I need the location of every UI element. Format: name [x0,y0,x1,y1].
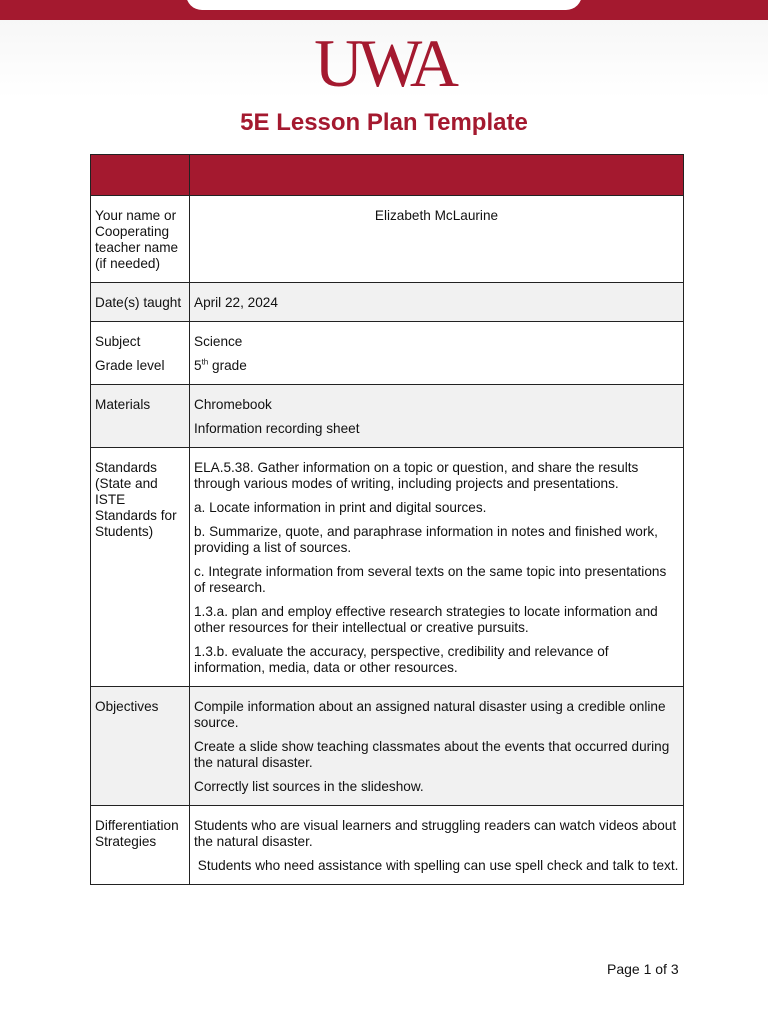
standards-item: a. Locate information in print and digital sources. [194,500,487,515]
uwa-logo: UWA [314,25,454,101]
row-standards [91,448,684,687]
label-standards: Standards (State and ISTE Standards for Students) [91,448,190,687]
value-differentiation [190,806,684,885]
value-name: Elizabeth McLaurine [190,196,684,283]
standards-item: c. Integrate information from several texts on the same topic into presentations of research. [194,564,667,595]
page-number: Page 1 of 3 [607,961,679,977]
value-subject: Science [194,334,243,349]
grade-number: 5 [194,358,202,373]
objectives-item: Create a slide show teaching classmates about the events that occurred during the natural disaster. [194,739,670,770]
label-objectives: Objectives [91,687,190,806]
materials-item: Information recording sheet [194,421,360,436]
value-standards [190,448,684,687]
standards-item: b. Summarize, quote, and paraphrase information in notes and finished work, providing a list of sources. [194,524,658,555]
objectives-item: Compile information about an assigned natural disaster using a credible online source. [194,699,666,730]
value-date: April 22, 2024 [190,283,684,322]
value-subject-grade [190,322,684,385]
header-cell-left [91,155,190,196]
objectives-item: Correctly list sources in the slideshow. [194,779,424,794]
value-grade [194,358,679,374]
label-materials: Materials [91,385,190,448]
label-subject-grade [91,322,190,385]
grade-word: grade [208,358,247,373]
page-title: 5E Lesson Plan Template [240,109,528,136]
differentiation-item: Students who are visual learners and struggling readers can watch videos about the natural disaster. [194,818,677,849]
table-header-row [91,155,684,196]
row-objectives [91,687,684,806]
label-subject: Subject [95,334,141,349]
differentiation-item: Students who need assistance with spelling can use spell check and talk to text. [194,858,679,873]
row-materials [91,385,684,448]
standards-item: 1.3.a. plan and employ effective research strategies to locate information and other resources for their intellectual or creative pursuits. [194,604,658,635]
row-date [91,283,684,322]
label-name: Your name or Cooperating teacher name (if needed) [91,196,190,283]
row-subject-grade [91,322,684,385]
row-name [91,196,684,283]
top-band-notch [186,0,582,10]
row-differentiation [91,806,684,885]
label-date: Date(s) taught [91,283,190,322]
standards-item: 1.3.b. evaluate the accuracy, perspective, credibility and relevance of information, media, data or other resources. [194,644,609,675]
lesson-plan-table [90,154,684,885]
grade-suffix: th [201,357,209,367]
header-cell-right [190,155,684,196]
value-objectives [190,687,684,806]
value-materials [190,385,684,448]
materials-item: Chromebook [194,397,272,412]
label-grade: Grade level [95,358,165,373]
label-differentiation: Differentiation Strategies [91,806,190,885]
standards-item: ELA.5.38. Gather information on a topic or question, and share the results through various modes of writing, including projects and presentations. [194,460,639,491]
